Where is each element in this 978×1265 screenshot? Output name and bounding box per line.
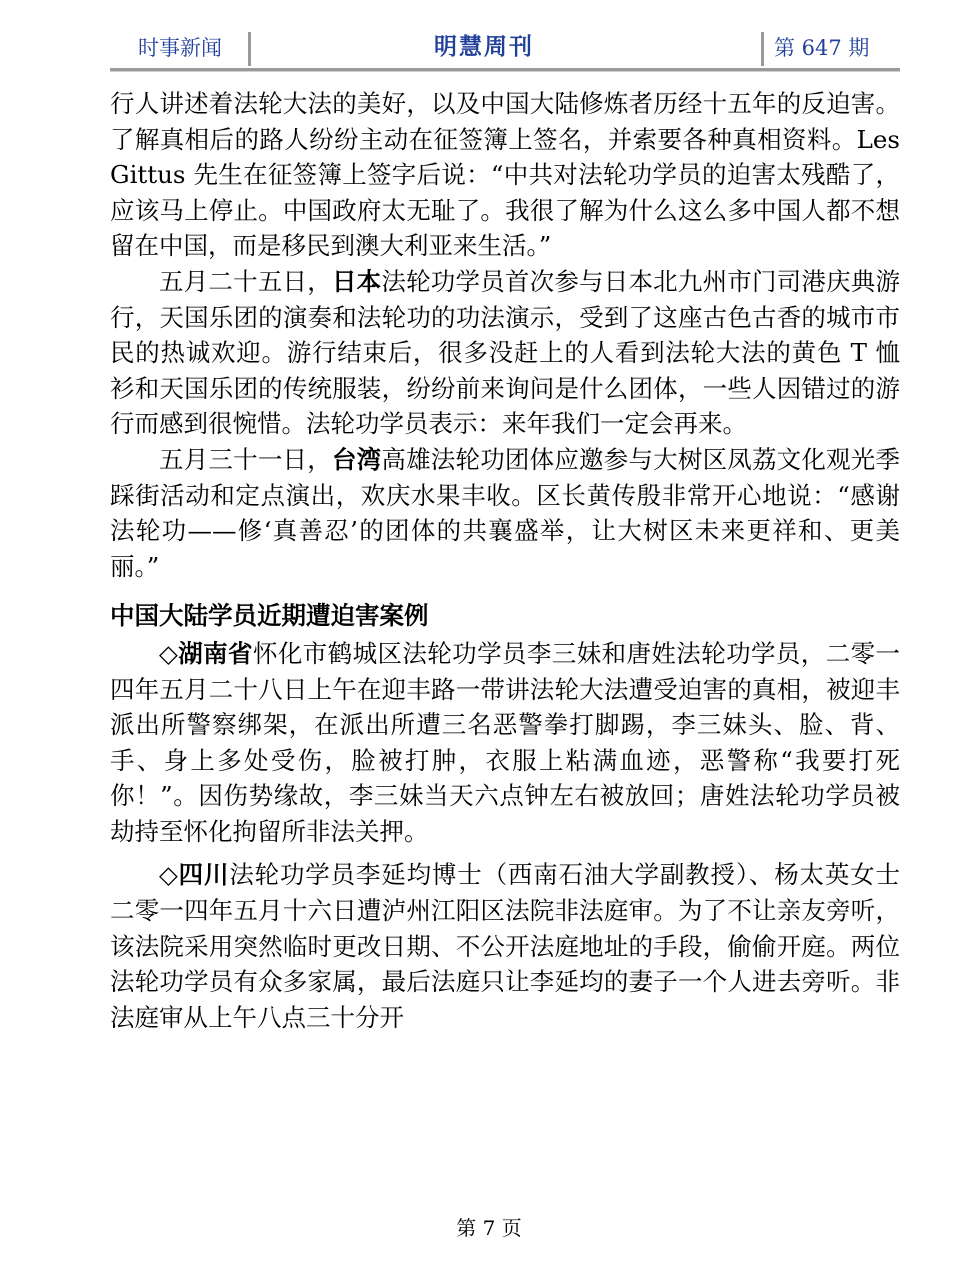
case-paragraph: [110, 636, 900, 850]
publication-title: 明慧周刊: [434, 34, 534, 60]
region-highlight: 四川: [178, 860, 230, 890]
diamond-bullet: ◇: [159, 860, 179, 890]
case-paragraph: [110, 857, 900, 1035]
page-number: 第 7 页: [456, 1216, 522, 1240]
article-body: [110, 86, 900, 1035]
section-label: 时事新闻: [138, 36, 222, 60]
paragraph: [110, 442, 900, 584]
paragraph-text: 高雄法轮功团体应邀参与大树区凤荔文化观光季踩街活动和定点演出，欢庆水果丰收。区长黄传殷非常开心地说：“感谢法轮功——修‘真善忍’的团体的共襄盛举，让大树区未来更祥和、更美丽。”: [110, 444, 901, 581]
paragraph-text: 法轮功学员首次参与日本北九州市门司港庆典游行，天国乐团的演奏和法轮功的功法演示，受到了这座古色古香的城市市民的热诚欢迎。游行结束后，很多没赶上的人看到法轮大法的黄色 T 恤衫和天国乐团的传统服装，纷纷前来询问是什么团体，一些人因错过的游行而感到很惋惜。法轮功学员表示：来年我们一定会再来。: [110, 266, 901, 439]
header-divider: [761, 32, 764, 66]
paragraph: 行人讲述着法轮大法的美好，以及中国大陆修炼者历经十五年的反迫害。了解真相后的路人纷纷主动在征签簿上签名，并索要各种真相资料。Les Gittus 先生在征签簿上签字后说：“中共对法轮功学员的迫害太残酷了，应该马上停止。中国政府太无耻了。我很了解为什么这么多中国人都不想留在中国，而是移民到澳大利亚来生活。”: [110, 89, 900, 261]
paragraph-text: 法轮功学员李延均博士（西南石油大学副教授）、杨太英女士二零一四年五月十六日遭泸州江阳区法院非法庭审。为了不让亲友旁听，该法院采用突然临时更改日期、不公开法庭地址的手段，偷偷开庭。两位法轮功学员有众多家属，最后法庭只让李延均的妻子一个人进去旁听。非法庭审从上午八点三十分开: [110, 860, 901, 1032]
region-highlight: 湖南省: [178, 638, 253, 668]
section-heading: 中国大陆学员近期遭迫害案例: [110, 601, 429, 631]
page-header: [110, 26, 900, 71]
issue-number: 第 647 期: [774, 36, 870, 60]
paragraph-text: 五月二十五日，: [159, 266, 332, 296]
paragraph: [110, 264, 900, 442]
diamond-bullet: ◇: [159, 638, 179, 668]
header-divider: [248, 32, 251, 66]
paragraph-text: 五月三十一日，: [159, 444, 332, 474]
region-highlight: 日本: [331, 266, 382, 296]
paragraph-text: 怀化市鹤城区法轮功学员李三妹和唐姓法轮功学员，二零一四年五月二十八日上午在迎丰路一带讲法轮大法遭受迫害的真相，被迎丰派出所警察绑架，在派出所遭三名恶警拳打脚踢，李三妹头、脸、背、手、身上多处受伤，脸被打肿，衣服上粘满血迹，恶警称“我要打死你！”。因伤势缘故，李三妹当天六点钟左右被放回；唐姓法轮功学员被劫持至怀化拘留所非法关押。: [110, 638, 901, 846]
region-highlight: 台湾: [331, 444, 382, 474]
